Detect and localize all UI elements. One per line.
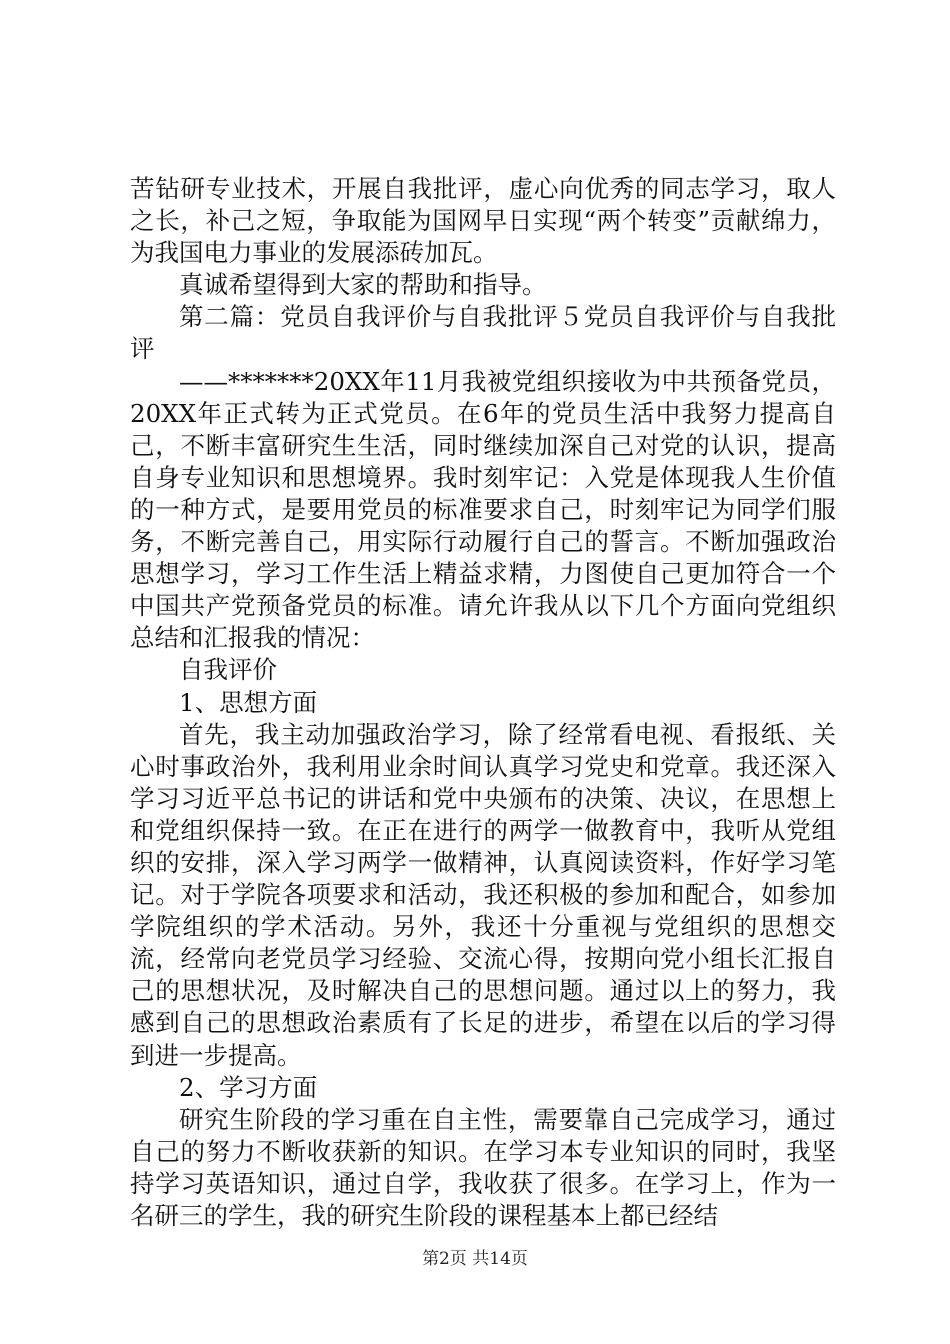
paragraph-continuation: 苦钻研专业技术，开展自我批评，虚心向优秀的同志学习，取人之长，补己之短，争取能为国网早日实现“两个转变”贡献绵力，为我国电力事业的发展添砖加瓦。 [130,174,836,268]
paragraph-intro: ——*******20XX年11月我被党组织接收为中共预备党员，20XX年正式转为正式党员。在6年的党员生活中我努力提高自己，不断丰富研究生生活，同时继续加深自己对党的认识，提高自身专业知识和思想境界。我时刻牢记：入党是体现我人生价值的一种方式，是要用党员的标准要求自己，时刻牢记为同学们服务，不断完善自己，用实际行动履行自己的誓言。不断加强政治思想学习，学习工作生活上精益求精，力图使自己更加符合一个中国共产党预备党员的标准。请允许我从以下几个方面向党组织总结和汇报我的情况： [130,366,836,653]
heading-thought: 1、思想方面 [179,687,318,717]
page-footer: 第2页 共14页 [422,1249,528,1269]
paragraph-thought: 首先，我主动加强政治学习，除了经常看电视、看报纸、关心时事政治外，我利用业余时间认真学习党史和党章。我还深入学习习近平总书记的讲话和党中央颁布的决策、决议，在思想上和党组织保持一致。在正在进行的两学一做教育中，我听从党组织的安排，深入学习两学一做精神，认真阅读资料，作好学习笔记。对于学院各项要求和活动，我还积极的参加和配合，如参加学院组织的学术活动。另外，我还十分重视与党组织的思想交流，经常向老党员学习经验、交流心得，按期向党小组长汇报自己的思想状况，及时解决自己的思想问题。通过以上的努力，我感到自己的思想政治素质有了长足的进步，希望在以后的学习得到进一步提高。 [130,719,836,1070]
paragraph-closing-wish: 真诚希望得到大家的帮助和指导。 [179,270,547,300]
paragraph-study: 研究生阶段的学习重在自主性，需要靠自己完成学习，通过自己的努力不断收获新的知识。在学习本专业知识的同时，我坚持学习英语知识，通过自学，我收获了很多。在学习上，作为一名研三的学生，我的研究生阶段的课程基本上都已经结 [130,1104,836,1230]
section-title-part-two: 第二篇：党员自我评价与自我批评５党员自我评价与自我批评 [130,302,836,364]
heading-study: 2、学习方面 [179,1072,318,1102]
heading-self-evaluation: 自我评价 [179,655,277,685]
document-body [130,173,836,1232]
